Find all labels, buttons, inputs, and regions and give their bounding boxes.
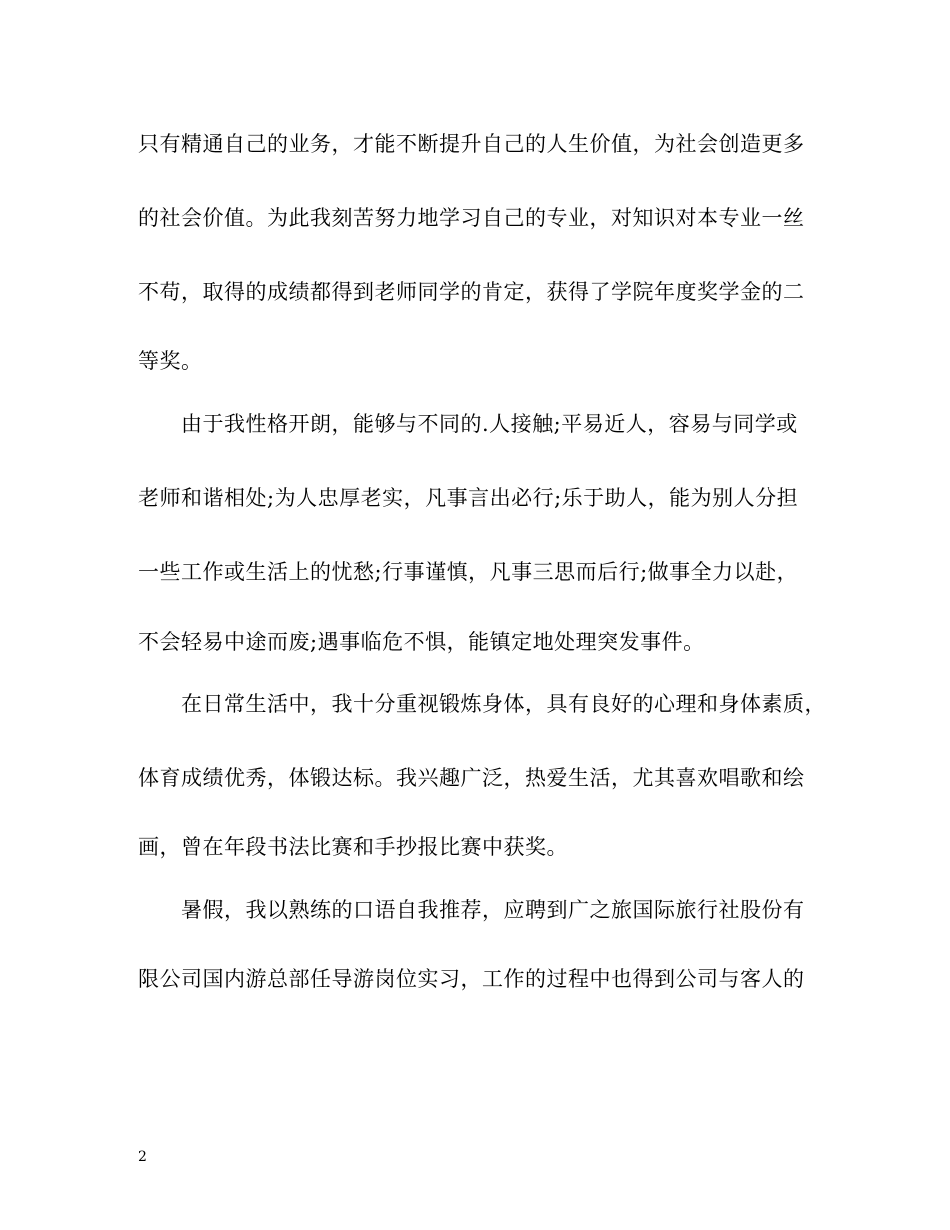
text-line: 的社会价值。为此我刻苦努力地学习自己的专业，对知识对本专业一丝: [138, 206, 805, 230]
text-line: 只有精通自己的业务，才能不断提升自己的人生价值，为社会创造更多: [138, 132, 805, 156]
text-line: 不苟，取得的成绩都得到老师同学的肯定，获得了学院年度奖学金的二: [138, 280, 805, 304]
text-line: 暑假，我以熟练的口语自我推荐，应聘到广之旅国际旅行社股份有: [138, 898, 805, 922]
text-line: 在日常生活中，我十分重视锻炼身体，具有良好的心理和身体素质，: [138, 692, 826, 716]
text-line: 限公司国内游总部任导游岗位实习，工作的过程中也得到公司与客人的: [138, 967, 805, 991]
text-line: 一些工作或生活上的忧愁;行事谨慎，凡事三思而后行;做事全力以赴，: [138, 560, 799, 584]
text-line: 由于我性格开朗，能够与不同的.人接触;平易近人，容易与同学或: [138, 412, 798, 436]
text-line: 画，曾在年段书法比赛和手抄报比赛中获奖。: [138, 835, 568, 859]
text-line: 体育成绩优秀，体锻达标。我兴趣广泛，热爱生活，尤其喜欢唱歌和绘: [138, 766, 805, 790]
page-number: 2: [138, 1149, 147, 1165]
text-line: 不会轻易中途而废;遇事临危不惧，能镇定地处理突发事件。: [138, 630, 705, 654]
text-line: 等奖。: [138, 349, 203, 373]
text-line: 老师和谐相处;为人忠厚老实，凡事言出必行;乐于助人，能为别人分担: [138, 486, 799, 510]
